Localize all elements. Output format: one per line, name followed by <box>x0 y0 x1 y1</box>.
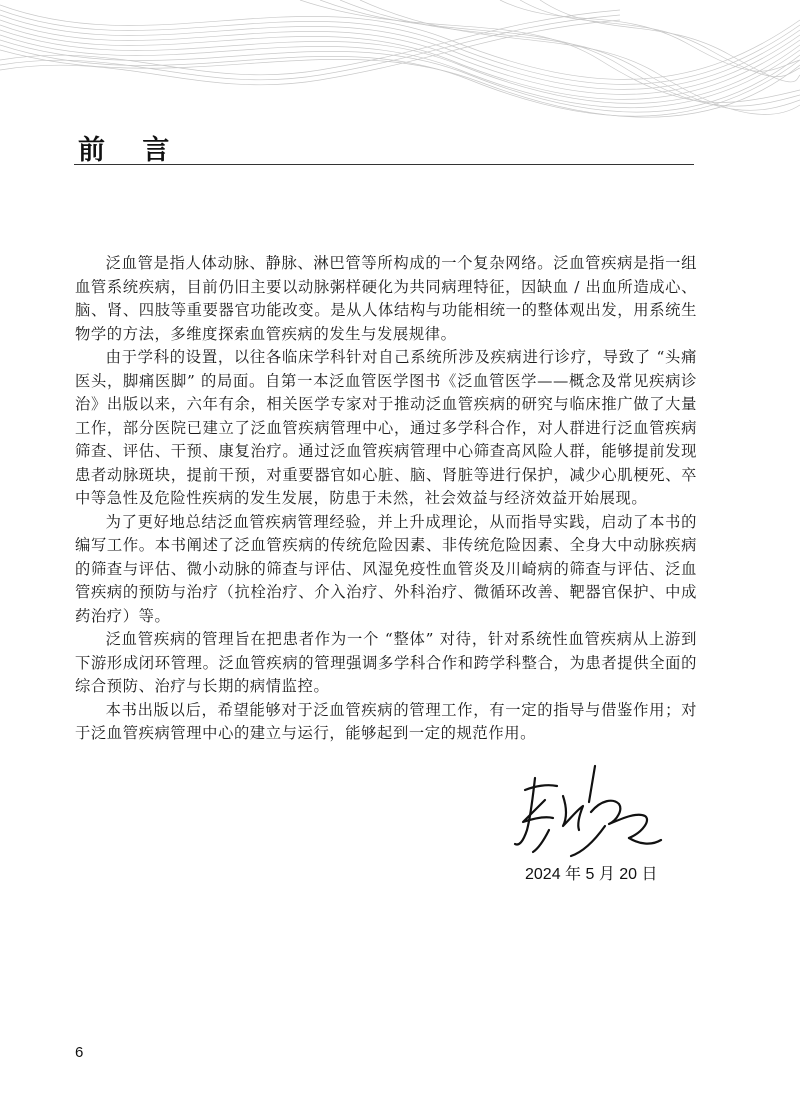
paragraph: 本书出版以后，希望能够对于泛血管疾病的管理工作，有一定的指导与借鉴作用；对于泛血管疾病管理中心的建立与运行，能够起到一定的规范作用。 <box>75 700 697 742</box>
page-number: 6 <box>75 1044 84 1061</box>
title-divider <box>74 164 694 165</box>
preface-date: 2024 年 5 月 20 日 <box>525 866 658 883</box>
handwritten-signature <box>505 760 670 860</box>
paragraph: 泛血管疾病的管理旨在把患者作为一个 “整体” 对待，针对系统性血管疾病从上游到下游形成闭环管理。泛血管疾病的管理强调多学科合作和跨学科整合，为患者提供全面的综合预防、治疗与长期的病情监控。 <box>75 630 697 695</box>
paragraph: 由于学科的设置，以往各临床学科针对自己系统所涉及疾病进行诊疗，导致了 “头痛医头，脚痛医脚” 的局面。自第一本泛血管医学图书《泛血管医学——概念及常见疾病诊治》出版以来，六年有余，相关医学专家对于推动泛血管疾病的研究与临床推广做了大量工作，部分医院已建立了泛血管疾病管理中心，通过多学科合作，对人群进行泛血管疾病筛查、评估、干预、康复治疗。通过泛血管疾病管理中心筛查高风险人群，能够提前发现患者动脉斑块，提前干预，对重要器官如心脏、脑、肾脏等进行保护，减少心肌梗死、卒中等急性及危险性疾病的发生发展，防患于未然，社会效益与经济效益开始展现。 <box>75 348 697 507</box>
paragraph: 泛血管是指人体动脉、静脉、淋巴管等所构成的一个复杂网络。泛血管疾病是指一组血管系统疾病，目前仍旧主要以动脉粥样硬化为共同病理特征，因缺血 / 出血所造成心、脑、肾、四肢等重要器官功能改变。是从人体结构与功能相统一的整体观出发，用系统生物学的方法，多维度探索血管疾病的发生与发展规律。 <box>75 254 697 343</box>
paragraph: 为了更好地总结泛血管疾病管理经验，并上升成理论，从而指导实践，启动了本书的编写工作。本书阐述了泛血管疾病的传统危险因素、非传统危险因素、全身大中动脉疾病的筛查与评估、微小动脉的筛查与评估、风湿免疫性血管炎及川崎病的筛查与评估、泛血管疾病的预防与治疗（抗栓治疗、介入治疗、外科治疗、微循环改善、靶器官保护、中成药治疗）等。 <box>75 512 697 625</box>
wave-background-decoration <box>0 0 800 130</box>
page-title: 前 言 <box>78 135 184 166</box>
preface-body <box>75 252 697 746</box>
